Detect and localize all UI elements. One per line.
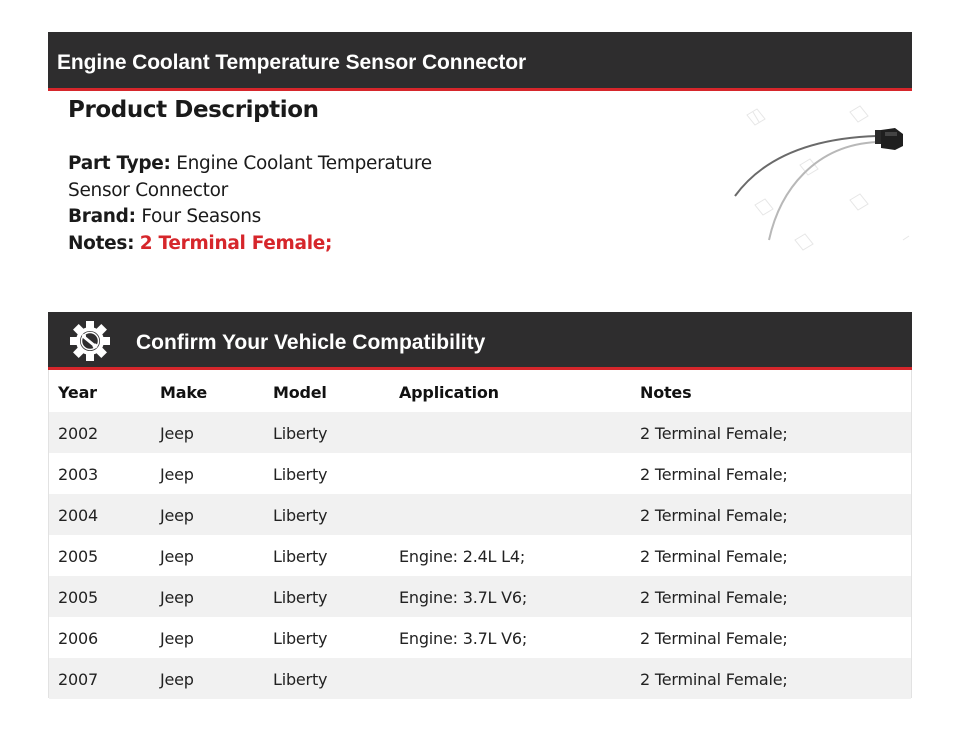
column-header-year: Year xyxy=(58,383,97,402)
product-image xyxy=(725,100,915,260)
cell-make: Jeep xyxy=(160,670,194,689)
cell-year: 2003 xyxy=(58,465,98,484)
cell-year: 2005 xyxy=(58,547,98,566)
cell-model: Liberty xyxy=(273,670,328,689)
brand-line xyxy=(68,204,448,231)
cell-application: Engine: 3.7L V6; xyxy=(399,588,528,607)
cell-make: Jeep xyxy=(160,506,194,525)
compatibility-bar xyxy=(48,312,912,370)
page-title: Engine Coolant Temperature Sensor Connector xyxy=(57,51,527,74)
cell-make: Jeep xyxy=(160,424,194,443)
cell-model: Liberty xyxy=(273,506,328,525)
cell-make: Jeep xyxy=(160,547,194,566)
table-row xyxy=(49,412,911,453)
cell-notes: 2 Terminal Female; xyxy=(640,506,788,525)
table-row xyxy=(49,658,911,699)
title-bar xyxy=(48,32,912,91)
gear-wrench-icon xyxy=(69,320,111,362)
cell-model: Liberty xyxy=(273,424,328,443)
cell-make: Jeep xyxy=(160,465,194,484)
cell-model: Liberty xyxy=(273,547,328,566)
brand-label: Brand: xyxy=(68,206,136,227)
product-description-heading: Product Description xyxy=(68,97,319,123)
cell-application: Engine: 2.4L L4; xyxy=(399,547,526,566)
notes-value: 2 Terminal Female; xyxy=(139,232,333,254)
table-row xyxy=(49,617,911,658)
table-row xyxy=(49,535,911,576)
cell-year: 2006 xyxy=(58,629,98,648)
cell-year: 2004 xyxy=(58,506,98,525)
column-header-model: Model xyxy=(273,383,327,402)
cell-year: 2007 xyxy=(58,670,98,689)
cell-notes: 2 Terminal Female; xyxy=(640,465,788,484)
cell-notes: 2 Terminal Female; xyxy=(640,670,788,689)
brand-value: Four Seasons xyxy=(141,206,262,227)
table-row xyxy=(49,494,911,535)
notes-line xyxy=(68,231,448,258)
column-header-notes: Notes xyxy=(640,383,692,402)
cell-year: 2002 xyxy=(58,424,98,443)
column-header-make: Make xyxy=(160,383,207,402)
compatibility-heading: Confirm Your Vehicle Compatibility xyxy=(136,331,486,354)
cell-model: Liberty xyxy=(273,629,328,648)
cell-notes: 2 Terminal Female; xyxy=(640,588,788,607)
cell-make: Jeep xyxy=(160,588,194,607)
notes-label: Notes: xyxy=(68,232,135,254)
cell-year: 2005 xyxy=(58,588,98,607)
part-type-value: Engine Coolant Temperature Sensor Connector xyxy=(68,153,432,201)
compatibility-table xyxy=(48,370,912,698)
cell-model: Liberty xyxy=(273,588,328,607)
part-type-label: Part Type: xyxy=(68,153,171,174)
cell-notes: 2 Terminal Female; xyxy=(640,629,788,648)
cell-application: Engine: 3.7L V6; xyxy=(399,629,528,648)
table-row xyxy=(49,453,911,494)
cell-model: Liberty xyxy=(273,465,328,484)
part-type-line xyxy=(68,151,448,204)
table-header-row xyxy=(49,370,911,412)
table-row xyxy=(49,576,911,617)
column-header-application: Application xyxy=(399,383,499,402)
product-details xyxy=(68,151,448,257)
cell-notes: 2 Terminal Female; xyxy=(640,424,788,443)
cell-notes: 2 Terminal Female; xyxy=(640,547,788,566)
cell-make: Jeep xyxy=(160,629,194,648)
